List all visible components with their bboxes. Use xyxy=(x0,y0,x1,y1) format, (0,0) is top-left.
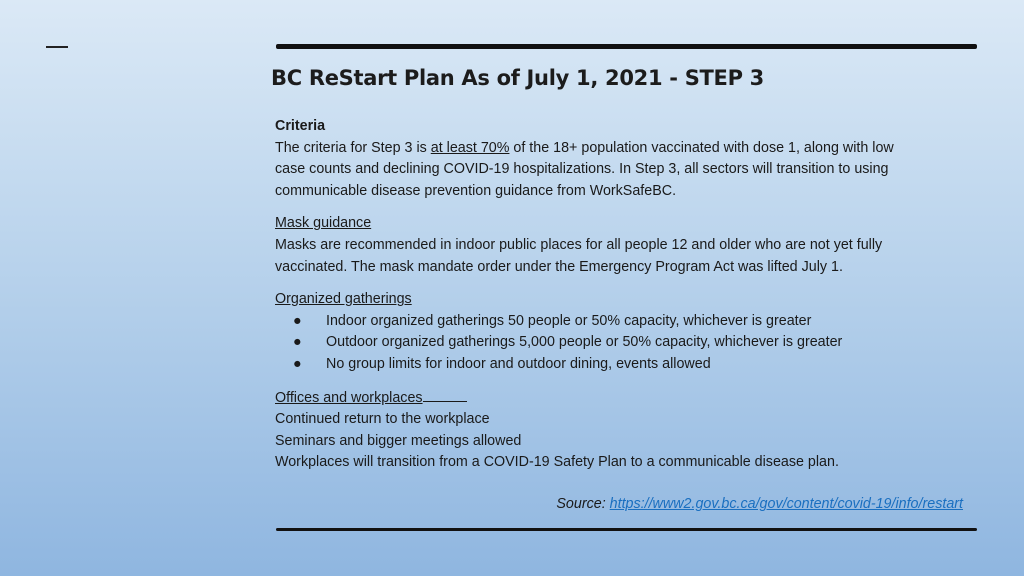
list-item-text: Indoor organized gatherings 50 people or 50% capacity, whichever is greater xyxy=(326,312,812,329)
offices-heading-row xyxy=(275,387,975,410)
criteria-threshold: at least 70% xyxy=(430,139,510,156)
mask-line-2: vaccinated. The mask mandate order under the Emergency Program Act was lifted July 1. xyxy=(275,258,843,275)
bottom-divider xyxy=(276,528,977,531)
slide-title: BC ReStart Plan As of July 1, 2021 - STEP 3 xyxy=(271,66,764,90)
offices-line-3: Workplaces will transition from a COVID-19 Safety Plan to a communicable disease plan. xyxy=(275,454,839,471)
bullet-icon: ● xyxy=(293,355,302,372)
list-item-text: No group limits for indoor and outdoor dining, events allowed xyxy=(326,355,711,372)
mask-line-1: Masks are recommended in indoor public places for all people 12 and older who are not yet fully xyxy=(275,236,883,253)
gatherings-heading: Organized gatherings xyxy=(275,291,412,308)
source-link[interactable]: https://www2.gov.bc.ca/gov/content/covid-19/info/restart xyxy=(609,496,963,512)
list-item-text: Outdoor organized gatherings 5,000 people or 50% capacity, whichever is greater xyxy=(326,334,843,351)
slide-content xyxy=(275,116,975,485)
list-item xyxy=(275,332,975,354)
source-label: Source: xyxy=(556,496,610,512)
gatherings-section xyxy=(275,289,975,375)
mask-heading: Mask guidance xyxy=(275,215,372,232)
criteria-line-1-pre: The criteria for Step 3 is xyxy=(275,139,431,156)
criteria-line-2: case counts and declining COVID-19 hospitalizations. In Step 3, all sectors will transition to using xyxy=(275,161,889,178)
offices-section xyxy=(275,387,975,474)
corner-dash-decoration xyxy=(46,46,68,48)
list-item xyxy=(275,311,975,333)
offices-heading: Offices and workplaces xyxy=(275,389,423,406)
offices-line-1: Continued return to the workplace xyxy=(275,411,490,428)
mask-section xyxy=(275,213,975,278)
criteria-section xyxy=(275,116,975,202)
gatherings-list xyxy=(275,311,975,376)
source-citation xyxy=(556,496,963,512)
bullet-icon: ● xyxy=(293,334,302,351)
offices-line-2: Seminars and bigger meetings allowed xyxy=(275,432,522,449)
list-item xyxy=(275,354,975,376)
criteria-line-3: communicable disease prevention guidance from WorkSafeBC. xyxy=(275,182,677,199)
criteria-line-1-post: of the 18+ population vaccinated with dose 1, along with low xyxy=(509,139,894,156)
criteria-line-1 xyxy=(275,138,975,160)
top-divider xyxy=(276,44,977,49)
criteria-heading: Criteria xyxy=(275,118,326,134)
heading-underline-extension xyxy=(423,387,467,402)
bullet-icon: ● xyxy=(293,312,302,329)
